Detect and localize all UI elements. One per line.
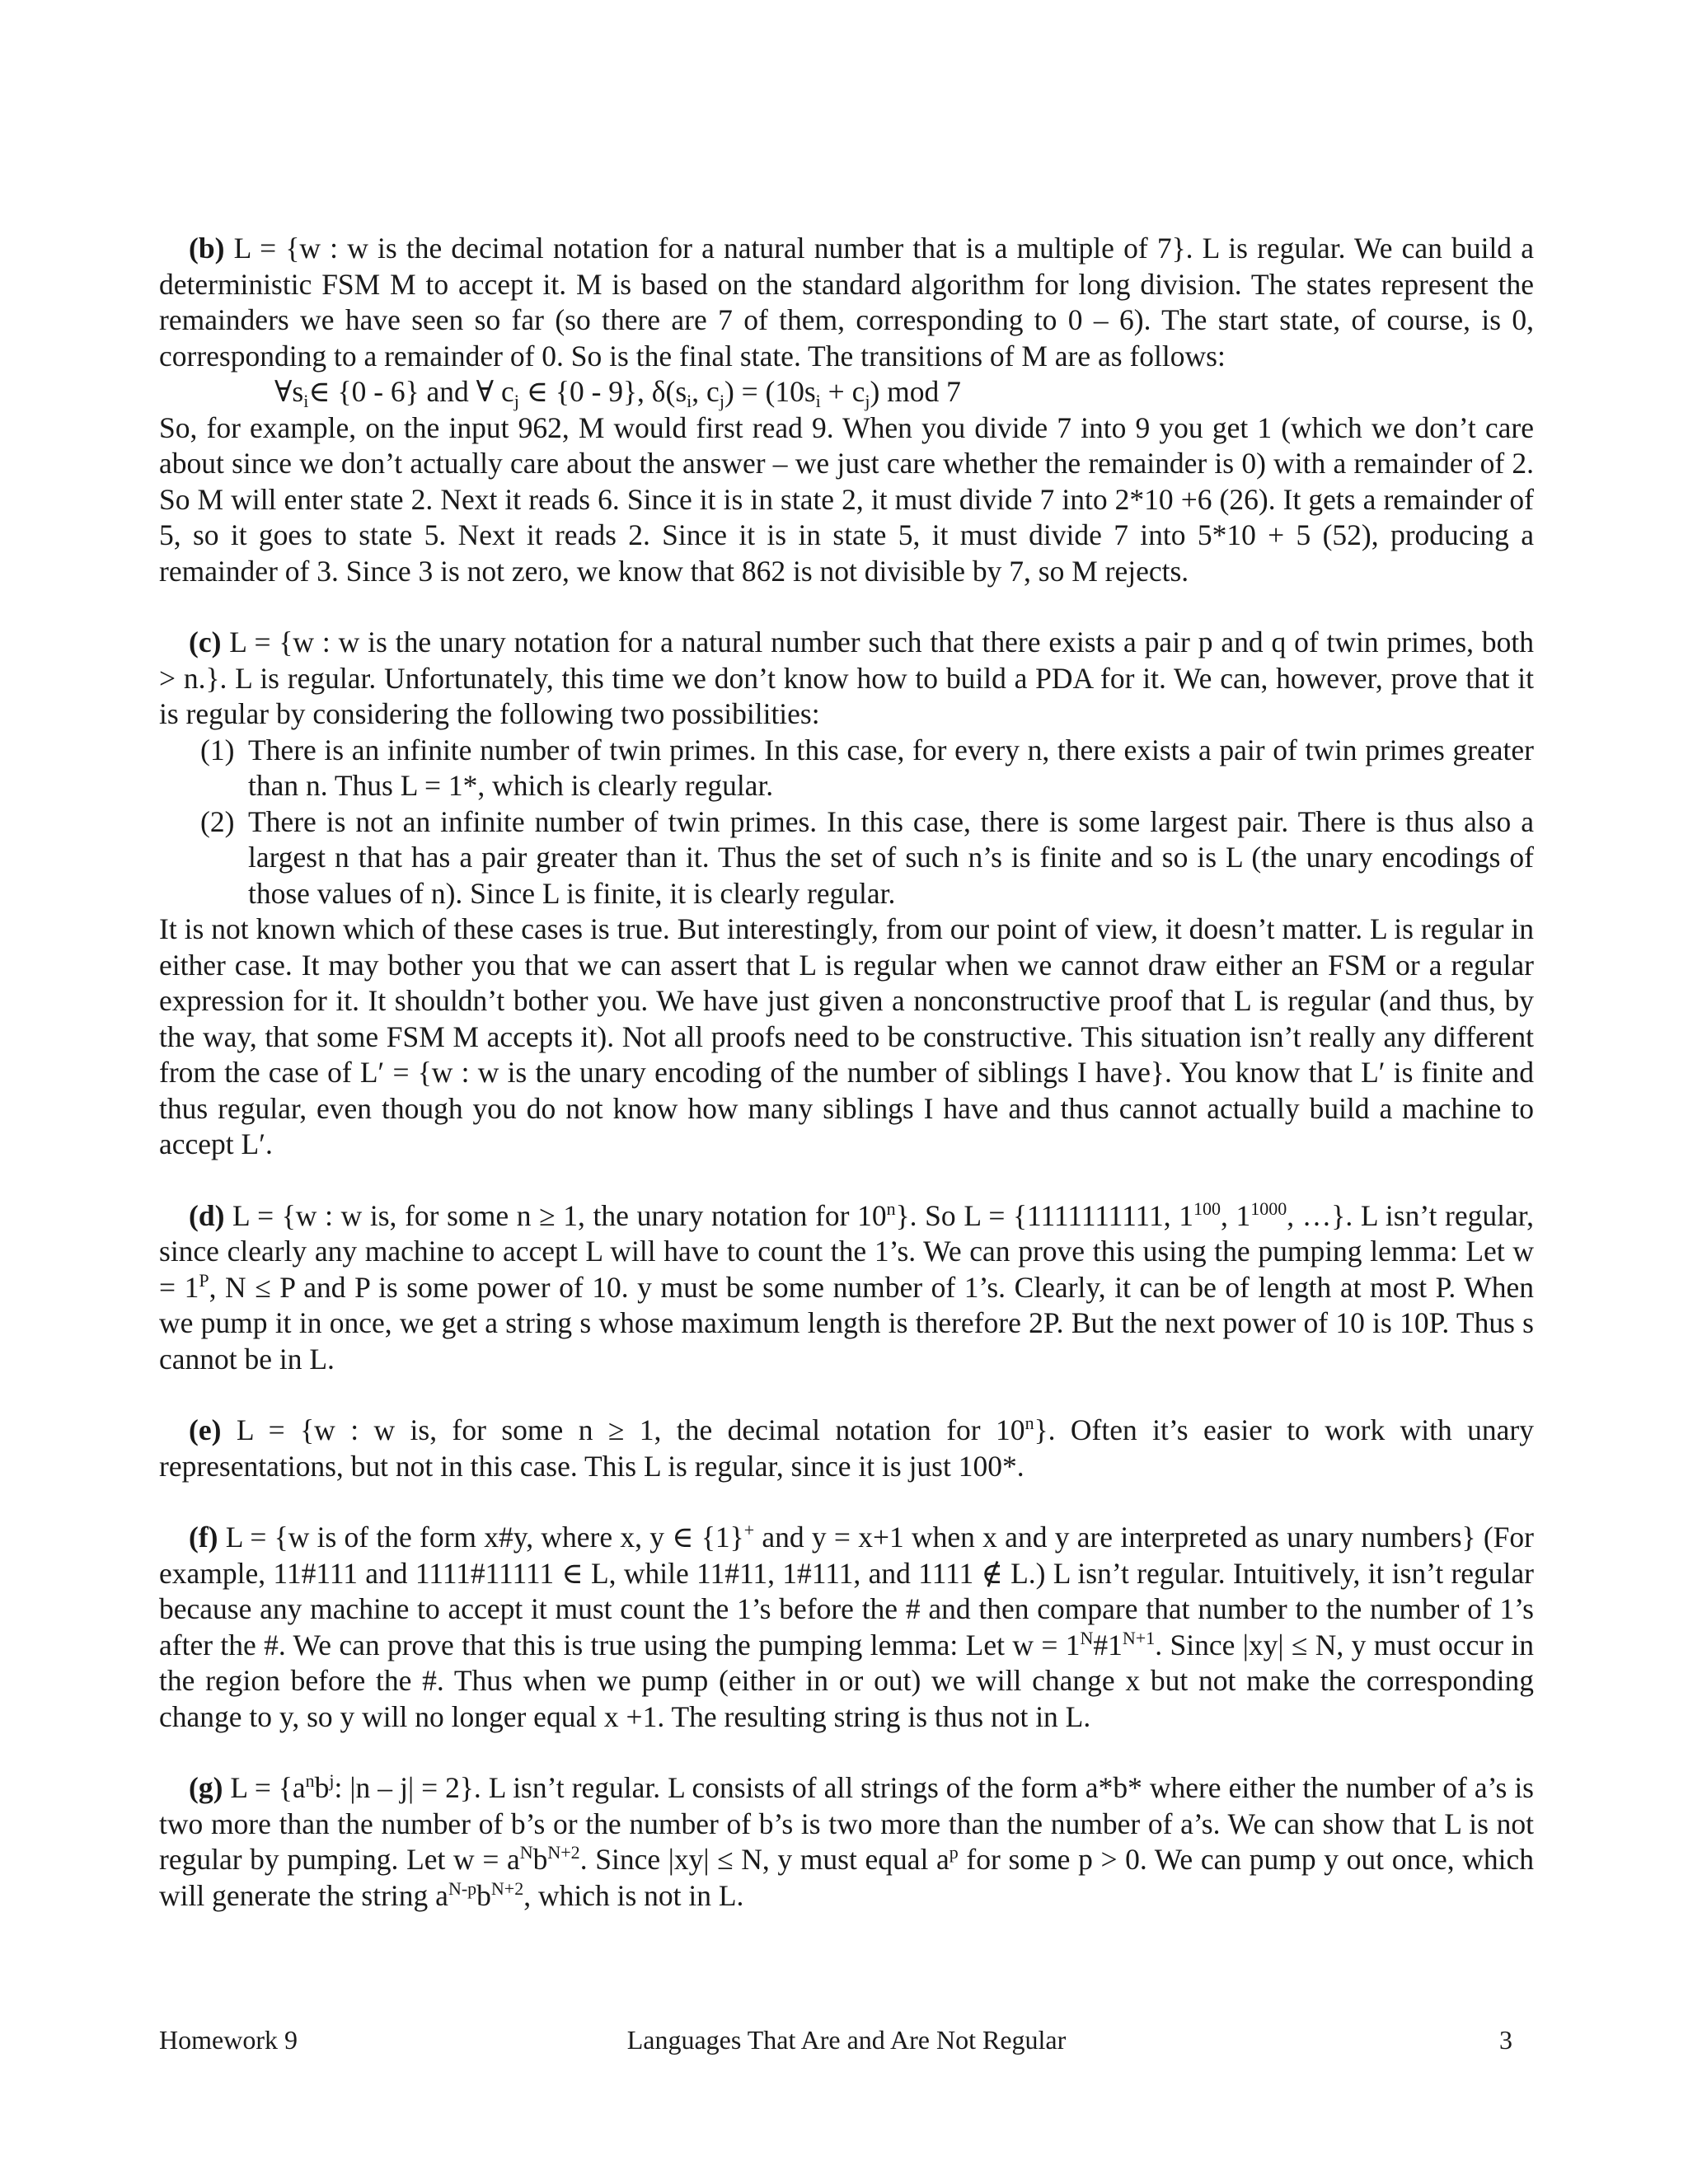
- document-body: [159, 231, 1534, 1949]
- list-item: (2) There is not an infinite number of twin primes. In this case, there is some largest pair. There is thus also a largest n that has a pair greater than it. Thus the set of such n’s is finite and so is L (the unary encodings of those values of n). Since L is finite, it is clearly regular.: [200, 804, 1534, 910]
- paragraph-d: (d) L = {w : w is, for some n ≥ 1, the unary notation for 10$^n$}. So L = {1111111111, $1^{100}$, $1^{1000}$, …}. L isn’t regular, since clearly any machine to accept L will have to count the 1’s. We can prove this using the pumping lemma: Let $w = 1^P$, N ≤ P and P is some power of 10. y must be some number of 1’s. Clearly, it can be of length at most P. When we pump it in once, we get a string s whose maximum length is therefore 2P. But the next power of 10 is 10P. Thus s cannot be in L.: [159, 1197, 1535, 1376]
- label-c: (c): [189, 626, 222, 658]
- paragraph-b-example: So, for example, on the input 962, M would first read 9. When you divide 7 into 9 you get 1 (which we don’t care about since we don’t actually care about the answer – we just care whether the remainder is 0) with a remainder of 2. So M will enter state 2. Next it reads 6. Since it is in state 2, it must divide 7 into 2*10 +6 (26). It gets a remainder of 5, so it goes to state 5. Next it reads 2. Since it is in state 5, it must divide 7 into 5*10 + 5 (52), producing a remainder of 3. Since 3 is not zero, we know that 862 is not divisible by 7, so M rejects.: [159, 410, 1534, 588]
- transition-formula: $\forall s_i\in$ {0 - 6} and ∀ $c_j$ ∈ {0 - 9}, $\delta(s_i$, $c_j) = (10s_i + c_j)$ mod 7: [274, 375, 961, 411]
- page-number: 3: [1499, 2025, 1512, 2055]
- label-b: (b): [189, 232, 225, 265]
- label-g: (g): [189, 1771, 223, 1804]
- list-item: (1) There is an infinite number of twin primes. In this case, for every n, there exists a pair of twin primes greater than n. Thus L = 1*, which is clearly regular.: [200, 733, 1534, 802]
- paragraph-c-discussion: It is not known which of these cases is true. But interestingly, from our point of view, it doesn’t matter. L is regular in either case. It may bother you that we can assert that L is regular when we cannot draw either an FSM or a regular expression for it. It shouldn’t bother you. We have just given a nonconstructive proof that L is regular (and thus, by the way, that some FSM M accepts it). Not all proofs need to be constructive. This situation isn’t really any different from the case of L′ = {w : w is the unary encoding of the number of siblings I have}. You know that L′ is finite and thus regular, even though you do not know how many siblings I have and thus cannot actually build a machine to accept L′.: [159, 912, 1534, 1160]
- label-f: (f): [189, 1521, 218, 1554]
- label-d: (d): [189, 1198, 225, 1232]
- list-item-number: (2): [200, 804, 235, 838]
- list-item-number: (1): [200, 733, 235, 766]
- paragraph-e: (e) L = {w : w is, for some n ≥ 1, the decimal notation for 10$^n$}. Often it’s easier to work with unary representations, but not in this case. This L is regular, since it is just 100*.: [159, 1413, 1534, 1483]
- paragraph-f: (f) L = {w is of the form x#y, where x, y ∈ {1}+ and y = x+1 when x and y are interpreted as unary numbers} (For example, 11#111 and 1111#11111 ∈ L, while 11#11, 1#111, and 1111 ∉ L.) L isn’t regular. Intuitively, it isn’t regular because any machine to accept it must count the 1’s before the # and then compare that number to the number of 1’s after the #. We can prove that this is true using the pumping lemma: Let $w = 1^N\#1^{N+1}$. Since |xy| ≤ N, y must occur in the region before the #. Thus when we pump (either in or out) we will change x but not make the corresponding change to y, so y will no longer equal x +1. The resulting string is thus not in L.: [159, 1520, 1534, 1733]
- paragraph-b-intro: (b) L = {w : w is the decimal notation for a natural number that is a multiple of 7}. L is regular. We can build a deterministic FSM M to accept it. M is based on the standard algorithm for long division. The states represent the remainders we have seen so far (so there are 7 of them, corresponding to 0 – 6). The start state, of course, is 0, corresponding to a remainder of 0. So is the final state. The transitions of M are as follows:: [159, 232, 1534, 373]
- label-e: (e): [189, 1413, 222, 1446]
- paragraph-g: (g) $L = \{a^nb^j$: |n – j| = 2}. L isn’t regular. L consists of all strings of the form a*b* where either the number of a’s is two more than the number of b’s or the number of b’s is two more than the number of a’s. We can show that L is not regular by pumping. Let $w = a^Nb^{N+2}$. Since |xy| ≤ N, y must equal $a^p$ for some p > 0. We can pump y out once, which will generate the string $a^{N-p}b^{N+2}$, which is not in L.: [159, 1770, 1535, 1912]
- page-footer: [159, 2025, 1534, 2061]
- footer-title: Languages That Are and Are Not Regular: [626, 2025, 1067, 2055]
- paragraph-b: [159, 231, 1534, 589]
- paragraph-c-intro: (c) L = {w : w is the unary notation for a natural number such that there exists a pair p and q of twin primes, both > n.}. L is regular. Unfortunately, this time we don’t know how to build a PDA for it. We can, however, prove that it is regular by considering the following two possibilities:: [159, 626, 1534, 730]
- footer-course: Homework 9: [159, 2025, 298, 2055]
- paragraph-c: [159, 625, 1534, 1163]
